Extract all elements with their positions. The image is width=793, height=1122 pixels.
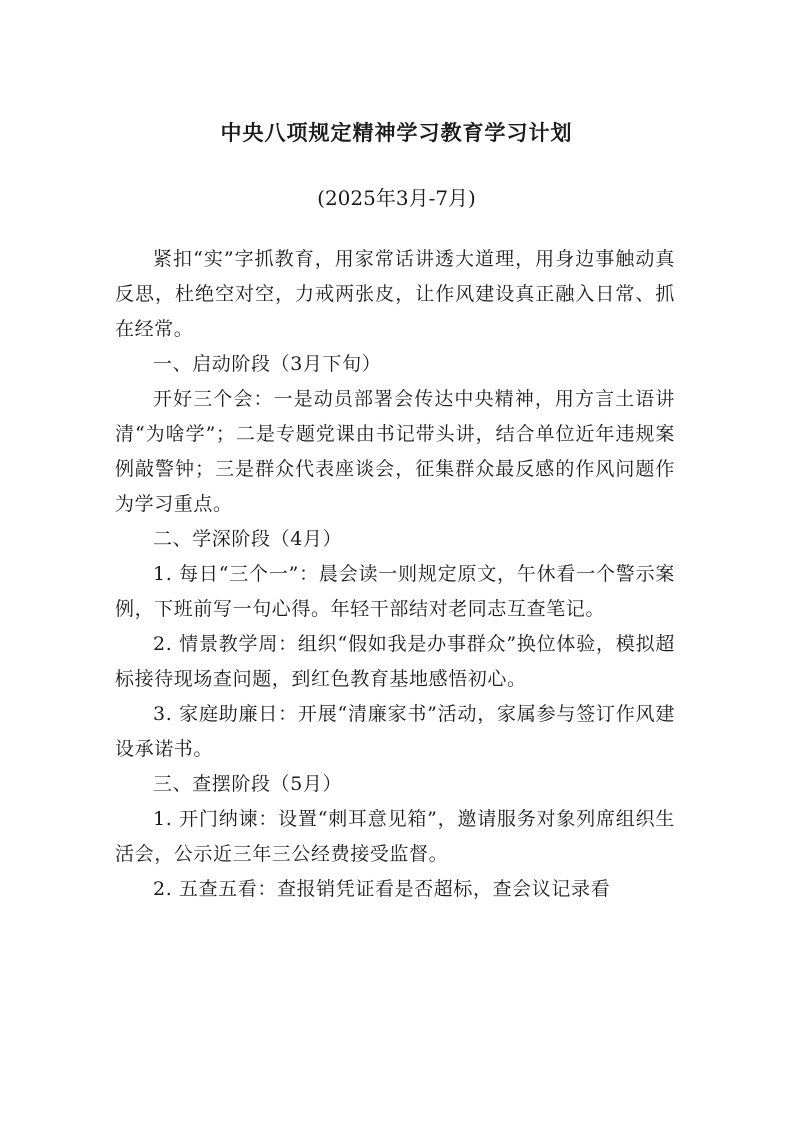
document-title: 中央八项规定精神学习教育学习计划 (220, 120, 573, 145)
section-2-item-2: 2. 情景教学周：组织“假如我是办事群众”换位体验，模拟超标接待现场查问题，到红色教育基地感悟初心。 (115, 633, 675, 690)
section-3-item-1: 1. 开门纳谏：设置“刺耳意见箱”，邀请服务对象列席组织生活会，公示近三年三公经费接受监督。 (115, 808, 675, 865)
section-heading-2: 二、学深阶段（4月） (153, 528, 343, 550)
document-subtitle: (2025年3月-7月) (317, 186, 476, 210)
intro-paragraph: 紧扣“实”字抓教育，用家常话讲透大道理，用身边事触动真反思，杜绝空对空，力戒两张皮，让作风建设真正融入日常、抓在经常。 (115, 248, 675, 340)
section-2-item-1: 1. 每日“三个一”：晨会读一则规定原文，午休看一个警示案例，下班前写一句心得。年轻干部结对老同志互查笔记。 (115, 563, 675, 620)
section-heading-3: 三、查摆阶段（5月） (153, 773, 343, 795)
section-2-item-3: 3. 家庭助廉日：开展“清廉家书”活动，家属参与签订作风建设承诺书。 (115, 703, 675, 760)
document-body (115, 242, 675, 907)
section-3-item-2: 2. 五查五看：查报销凭证看是否超标，查会议记录看 (153, 878, 611, 900)
section-1-paragraph: 开好三个会：一是动员部署会传达中央精神，用方言土语讲清“为啥学”；二是专题党课由书记带头讲，结合单位近年违规案例敲警钟；三是群众代表座谈会，征集群众最反感的作风问题作为学习重点。 (115, 388, 675, 515)
section-heading-1: 一、启动阶段（3月下旬） (153, 353, 382, 375)
